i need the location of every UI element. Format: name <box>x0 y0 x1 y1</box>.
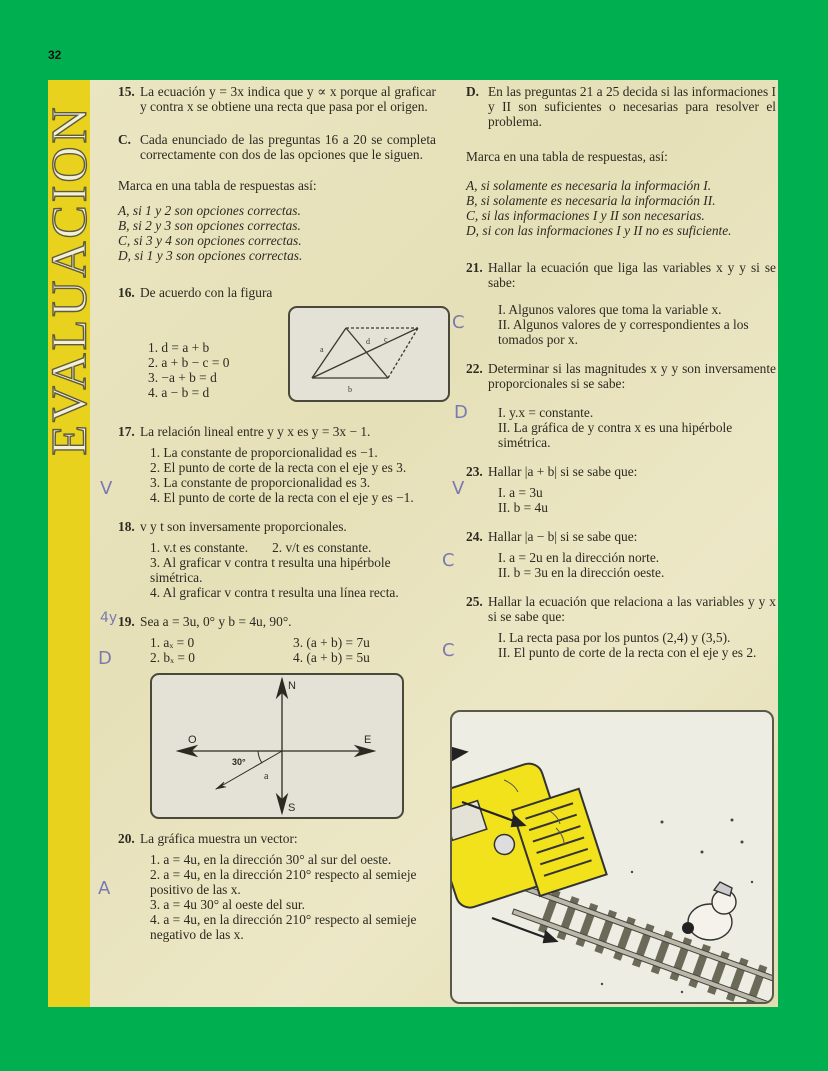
question-text: Hallar |a + b| si se sabe que: <box>488 464 638 479</box>
question-number: 19. <box>118 614 135 629</box>
label-south: S <box>288 802 296 814</box>
section-letter: D. <box>466 84 480 99</box>
compass-diagram <box>152 675 402 817</box>
question-16-options <box>148 340 229 400</box>
question-number: 25. <box>466 594 483 609</box>
option: 4. a = 4u, en la dirección 210° respecto al semieje negativo de las x. <box>150 912 417 942</box>
question-22 <box>466 361 776 450</box>
info-item: I. a = 2u en la dirección norte. <box>498 550 660 565</box>
question-text: De acuerdo con la figura <box>140 285 273 300</box>
option: 3. a = 4u 30° al oeste del sur. <box>150 897 305 912</box>
label-b: b <box>348 385 352 394</box>
question-25 <box>466 594 776 660</box>
option: 1. d = a + b <box>148 340 210 355</box>
train-illustration <box>452 712 772 1002</box>
instructions-c-heading: Marca en una tabla de respuestas así: <box>118 178 317 193</box>
question-number: 15. <box>118 84 135 99</box>
section-letter: C. <box>118 132 132 147</box>
info-item: I. a = 3u <box>498 485 543 500</box>
train-cartoon-illustration <box>450 710 774 1004</box>
option: 3. Al graficar v contra t resulta una hipérbole simétrica. <box>150 555 391 585</box>
question-number: 22. <box>466 361 483 376</box>
instructions-d-heading: Marca en una tabla de respuestas, así: <box>466 149 668 164</box>
option: 4. Al graficar v contra t resulta una línea recta. <box>150 585 399 600</box>
label-west: O <box>188 734 197 746</box>
question-number: 18. <box>118 519 135 534</box>
info-item: II. El punto de corte de la recta con el eje y es 2. <box>498 645 757 660</box>
option: 3. −a + b = d <box>148 370 217 385</box>
instruction-item: D, si 1 y 3 son opciones correctas. <box>118 248 303 263</box>
question-text: Hallar la ecuación que liga las variables x y y si se sabe: <box>488 260 776 290</box>
side-title <box>41 80 98 480</box>
instructions-d-list <box>466 178 776 238</box>
question-number: 16. <box>118 285 135 300</box>
label-vector-a: a <box>264 771 269 782</box>
instruction-item: B, si 2 y 3 son opciones correctas. <box>118 218 301 233</box>
handwritten-mark-q24: C <box>442 550 455 571</box>
question-23-info <box>488 485 776 515</box>
option: 1. aₓ = 0 <box>150 635 195 650</box>
label-angle: 30° <box>232 757 246 767</box>
handwritten-mark-q21: C <box>452 312 465 333</box>
question-24 <box>466 529 776 580</box>
question-number: 24. <box>466 529 483 544</box>
label-c: c <box>384 335 388 344</box>
handwritten-mark-q17: V <box>100 478 113 499</box>
info-item: I. La recta pasa por los puntos (2,4) y (3,5). <box>498 630 731 645</box>
question-16 <box>118 285 436 410</box>
section-c <box>118 132 436 162</box>
option: 2. a = 4u, en la dirección 210° respecto al semieje positivo de las x. <box>150 867 417 897</box>
label-east: E <box>364 734 372 746</box>
question-20-options <box>140 852 436 942</box>
question-text: La ecuación y = 3x indica que y ∝ x porque al graficar y contra x se obtiene una recta que pasa por el origen. <box>140 84 436 114</box>
info-item: II. b = 4u <box>498 500 548 515</box>
question-number: 17. <box>118 424 135 439</box>
question-24-info <box>488 550 776 580</box>
question-21-info <box>488 302 776 347</box>
handwritten-mark-q22: D <box>454 402 468 423</box>
side-title-text: EVALUACION <box>41 104 98 456</box>
info-item: II. La gráfica de y contra x es una hipérbole simétrica. <box>498 420 733 450</box>
instruction-item: A, si 1 y 2 son opciones correctas. <box>118 203 301 218</box>
instruction-item: C, si 3 y 4 son opciones correctas. <box>118 233 302 248</box>
section-text: Cada enunciado de las preguntas 16 a 20 se completa correctamente con dos de las opciones que le siguen. <box>140 132 436 162</box>
question-20 <box>118 831 436 942</box>
info-item: I. Algunos valores que toma la variable x. <box>498 302 722 317</box>
question-15 <box>118 84 436 114</box>
question-text: Sea a = 3u, 0° y b = 4u, 90°. <box>140 614 292 629</box>
info-item: II. Algunos valores de y correspondientes a los tomados por x. <box>498 317 749 347</box>
option: 3. (a + b) = 7u <box>293 635 370 650</box>
option: 2. v/t es constante. <box>272 540 372 555</box>
question-text: Hallar |a − b| si se sabe que: <box>488 529 638 544</box>
handwritten-mark-q20: A <box>98 878 111 899</box>
handwritten-mark-q25: C <box>442 640 455 661</box>
right-column <box>466 84 776 674</box>
option: 1. v.t es constante. <box>150 540 249 555</box>
section-d <box>466 84 776 129</box>
question-text: Determinar si las magnitudes x y y son inversamente proporcionales si se sabe: <box>488 361 776 391</box>
option: 1. a = 4u, en la dirección 30° al sur del oeste. <box>150 852 392 867</box>
question-23 <box>466 464 776 515</box>
instruction-item: B, si solamente es necesaria la información II. <box>466 193 716 208</box>
question-21 <box>466 260 776 347</box>
info-item: I. y.x = constante. <box>498 405 594 420</box>
info-item: II. b = 3u en la dirección oeste. <box>498 565 665 580</box>
question-17 <box>118 424 436 505</box>
instruction-item: A, si solamente es necesaria la información I. <box>466 178 712 193</box>
question-25-info <box>488 630 776 660</box>
option: 3. La constante de proporcionalidad es 3. <box>150 475 371 490</box>
question-19 <box>118 614 436 821</box>
handwritten-mark-q23: V <box>452 478 465 499</box>
label-a: a <box>320 345 324 354</box>
instruction-item: C, si las informaciones I y II son necesarias. <box>466 208 705 223</box>
question-17-options <box>140 445 436 505</box>
label-north: N <box>288 680 296 692</box>
handwritten-mark-q19: D <box>98 648 112 669</box>
question-number: 21. <box>466 260 483 275</box>
question-number: 20. <box>118 831 135 846</box>
option: 2. El punto de corte de la recta con el eje y es 3. <box>150 460 407 475</box>
option: 2. bₓ = 0 <box>150 650 195 665</box>
question-text: La relación lineal entre y y x es y = 3x − 1. <box>140 424 371 439</box>
question-text: La gráfica muestra un vector: <box>140 831 298 846</box>
question-text: v y t son inversamente proporcionales. <box>140 519 347 534</box>
option: 4. a − b = d <box>148 385 210 400</box>
worksheet-page <box>41 80 778 1007</box>
question-22-info <box>488 405 776 450</box>
instructions-c-list <box>118 203 436 263</box>
question-18-options <box>140 540 436 600</box>
handwritten-mark-q18: 4y <box>100 610 118 626</box>
option: 2. a + b − c = 0 <box>148 355 230 370</box>
question-18 <box>118 519 436 600</box>
page-number: 32 <box>48 48 62 62</box>
parallelogram-diagram <box>290 308 448 400</box>
label-d: d <box>366 337 370 346</box>
option: 4. (a + b) = 5u <box>293 650 370 665</box>
option: 1. La constante de proporcionalidad es −1. <box>150 445 378 460</box>
question-number: 23. <box>466 464 483 479</box>
option: 4. El punto de corte de la recta con el eje y es −1. <box>150 490 414 505</box>
section-text: En las preguntas 21 a 25 decida si las informaciones I y II son suficientes o necesarias para resolver el problema. <box>488 84 776 129</box>
question-19-options <box>140 635 436 665</box>
left-column <box>118 84 436 956</box>
question-text: Hallar la ecuación que relaciona a las variables y y x si se sabe que: <box>488 594 776 624</box>
compass-vector-figure <box>150 673 404 819</box>
vector-parallelogram-figure <box>288 306 450 402</box>
instruction-item: D, si con las informaciones I y II no es suficiente. <box>466 223 732 238</box>
